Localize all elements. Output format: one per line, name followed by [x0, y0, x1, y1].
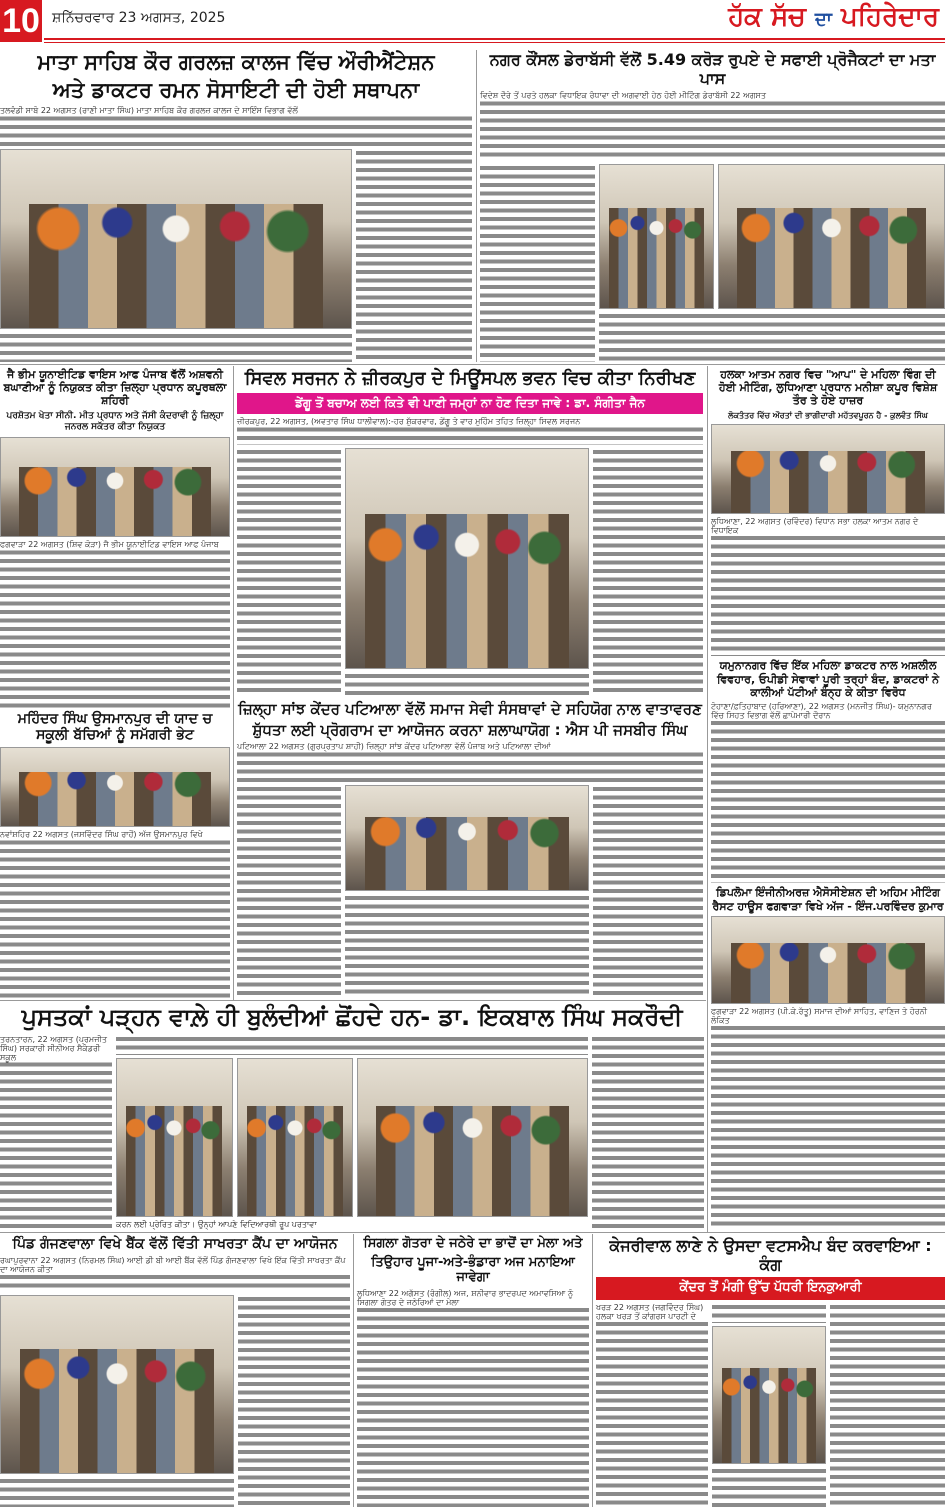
- article-derabassi: [480, 50, 945, 362]
- article-body-kang-3: [712, 1467, 826, 1507]
- headline-sanjh-kendra-2: ਸ਼ੁੱਧਤਾ ਲਈ ਪ੍ਰੋਗਰਾਮ ਦਾ ਆਯੋਜਨ ਕਰਨਾ ਸ਼ਲਾਘਾਯੋਗ : ਐਸ ਪੀ ਜਸਬੀਰ ਸਿੰਘ: [252, 721, 688, 739]
- masthead-rule-thin: [44, 42, 945, 43]
- article-lead: ਨਵਾਂਸ਼ਹਿਰ 22 ਅਗਸਤ (ਜਸਵਿੰਦਰ ਸਿੰਘ ਰਾਹੋਂ) ਅੱਜ ਉਸਮਾਨਪੁਰ ਵਿਖੇ: [0, 830, 230, 839]
- article-sanjh-kendra: [237, 700, 703, 998]
- photo-jai-bhim: [0, 437, 230, 537]
- article-body-bank-camp: [0, 1256, 350, 1292]
- article-body-kang-2: [712, 1303, 826, 1323]
- article-body-college-3: [0, 332, 352, 362]
- article-books: [0, 1003, 704, 1230]
- masthead-rule: [44, 38, 945, 40]
- article-lead: ਫਗਵਾੜਾ 22 ਅਗਸਤ (ਪੀ.ਕੇ.ਰੱਤੂ) ਸਮਾਜ ਦੀਆਂ ਸਾਹਿਤ, ਵਾਣਿਜ ਤੇ ਹੋਰਨੀ ਲੋਕਿਤ: [711, 1007, 945, 1025]
- article-lead: ਲੁਧਿਆਣਾ, 22 ਅਗਸਤ (ਰਵਿੰਦਰ) ਵਿਧਾਨ ਸਭਾ ਹਲਕਾ ਆਤਮ ਨਗਰ ਦੇ ਵਿਧਾਇਕ: [711, 517, 945, 535]
- photo-derabassi-2: [718, 164, 945, 309]
- banner-dengue: ਡੇਂਗੂ ਤੋਂ ਬਚਾਅ ਲਈ ਕਿਤੇ ਵੀ ਪਾਣੀ ਜਮ੍ਹਾਂ ਨਾ ਹੋਣ ਦਿਤਾ ਜਾਵੇ : ਡਾ. ਸੰਗੀਤਾ ਜੈਨ: [237, 393, 703, 414]
- article-body-sanjh-kendra-4: [593, 785, 703, 998]
- page-number: 10: [0, 0, 42, 42]
- logo-part-2: ਦਾ: [814, 9, 832, 30]
- headline-sanjh-kendra-1: ਜ਼ਿਲ੍ਹਾ ਸਾਂਝ ਕੇਂਦਰ ਪਟਿਆਲਾ ਵੱਲੋਂ ਸਮਾਜ ਸੇਵੀ ਸੰਸਥਾਵਾਂ ਦੇ ਸਹਿਯੋਗ ਨਾਲ ਵਾਤਾਵਰਣ: [238, 700, 702, 718]
- article-body-civil-surgeon: [237, 417, 703, 445]
- photo-bank-camp: [0, 1295, 234, 1474]
- article-lead: ਟੋਹਾਣਾ/ਫ਼ਤਿਹਾਬਾਦ (ਹਰਿਆਣਾ), 22 ਅਗਸਤ (ਮਨਜੀਤ ਸਿੰਘ)- ਯਮੁਨਾਨਗਰ ਵਿੱਚ ਸਿਹਤ ਵਿਭਾਗ ਵੱਲੋਂ ਛਾਪੇਮਾਰੀ ਦੌਰਾਨ: [711, 702, 945, 720]
- article-body-derabassi-2: [480, 164, 595, 362]
- article-lead: ਪਟਿਆਲਾ 22 ਅਗਸਤ (ਗੁਰਪ੍ਰਤਾਪ ਸ਼ਾਹੀ) ਜ਼ਿਲ੍ਹਾ ਸਾਂਝ ਕੇਂਦਰ ਪਟਿਆਲਾ ਵੱਲੋਂ ਪੰਜਾਬ ਅਤੇ ਪਟਿਆਲਾ ਦੀਆਂ: [237, 742, 703, 751]
- divider: [476, 50, 477, 362]
- photo-college: [0, 149, 352, 329]
- article-body-civil-surgeon-4: [593, 448, 703, 696]
- divider: [592, 1234, 593, 1507]
- headline-derabassi: ਨਗਰ ਕੌਂਸਲ ਡੇਰਾਬੱਸੀ ਵੱਲੋਂ 5.49 ਕਰੋੜ ਰੁਪਏ ਦੇ ਸਫਾਈ ਪ੍ਰੋਜੈਕਟਾਂ ਦਾ ਮਤਾ ਪਾਸ: [489, 50, 936, 89]
- article-lead: ਵਿਦੇਸ਼ ਦੌਰੇ ਤੋਂ ਪਰਤੇ ਹਲਕਾ ਵਿਧਾਇਕ ਰੰਧਾਵਾ ਦੀ ਅਗਵਾਈ ਹੇਠ ਹੋਈ ਮੀਟਿੰਗ ਡੇਰਾਬੱਸੀ 22 ਅਗਸਤ: [480, 91, 945, 100]
- article-body-jai-bhim: [0, 540, 230, 708]
- photo-kang-portrait: [712, 1326, 826, 1464]
- headline-yamunanagar: ਯਮੁਨਾਨਗਰ ਵਿੱਚ ਇੱਕ ਮਹਿਲਾ ਡਾਕਟਰ ਨਾਲ ਅਸ਼ਲੀਲ ਵਿਵਹਾਰ, ਓਪੀਡੀ ਸੇਵਾਵਾਂ ਪੂਰੀ ਤਰ੍ਹਾਂ ਬੰਦ, ਡਾਕਟਰਾਂ ਨੇ ਕਾਲੀਆਂ ਪੱਟੀਆਂ ਬੰਨ੍ਹ ਕੇ ਕੀਤਾ ਵਿਰੋਧ: [716, 659, 940, 699]
- divider: [0, 364, 945, 365]
- headline-bank-camp: ਪਿੰਡ ਗੰਜਣਵਾਲਾ ਵਿਖੇ ਬੈਂਕ ਵੱਲੋਂ ਵਿੱਤੀ ਸਾਖਰਤਾ ਕੈਂਪ ਦਾ ਆਯੋਜਨ: [12, 1236, 338, 1252]
- photo-aap-women: [711, 424, 945, 514]
- article-body-aap-women: [711, 517, 945, 657]
- photo-sanjh-kendra: [345, 785, 589, 891]
- headline-aap-women: ਹਲਕਾ ਆਤਮ ਨਗਰ ਵਿਚ "ਆਪ" ਦੇ ਮਹਿਲਾ ਵਿੰਗ ਦੀ ਹੋਈ ਮੀਟਿੰਗ, ਲੁਧਿਆਣਾ ਪ੍ਰਧਾਨ ਮਨੀਸ਼ਾ ਕਪੂਰ ਵਿਸ਼ੇਸ਼ ਤੌਰ ਤੇ ਹੋਏ ਹਾਜ਼ਰ: [718, 368, 938, 408]
- headline-jai-bhim: ਜੈ ਭੀਮ ਯੂਨਾਈਟਿਡ ਵਾਇਸ ਆਫ ਪੰਜਾਬ ਵੱਲੋਂ ਅਸ਼ਵਨੀ ਬਘਾਣੀਆ ਨੂੰ ਨਿਯੁਕਤ ਕੀਤਾ ਜ਼ਿਲ੍ਹਾ ਪ੍ਰਧਾਨ ਕਪੂਰਥਲਾ ਸ਼ਹਿਰੀ: [3, 368, 227, 408]
- article-body-sigla: [357, 1289, 589, 1507]
- article-body-sanjh-kendra-2: [237, 785, 341, 998]
- article-body-sanjh-kendra: [237, 742, 703, 782]
- article-lead: ਖਰੜ 22 ਅਗਸਤ (ਜਗਵਿੰਦਰ ਸਿੰਘ) ਹਲਕਾ ਖਰੜ ਤੋਂ ਕਾਂਗਰਸ ਪਾਰਟੀ ਦੇ: [596, 1303, 708, 1321]
- article-body-books: [0, 1035, 112, 1230]
- article-body-college: [0, 106, 472, 146]
- article-body-books-3: [592, 1035, 704, 1230]
- article-body-bank-camp-2: [238, 1295, 350, 1507]
- column-right: [711, 368, 945, 1230]
- article-body-diploma: [711, 1007, 945, 1230]
- photo-books-1: [116, 1058, 233, 1217]
- article-body-derabassi-3: [599, 312, 945, 362]
- article-body-kang-4: [830, 1303, 945, 1507]
- article-lead: ਤਰਨਤਾਰਨ, 22 ਅਗਸਤ (ਪ੍ਰਮਜੀਤ ਸਿੰਘ) ਸਰਕਾਰੀ ਸੀਨੀਅਰ ਸੈਕੰਡਰੀ ਸਕੂਲ: [0, 1035, 112, 1062]
- photo-usmanpur: [0, 747, 230, 827]
- photo-civil-surgeon: [345, 448, 589, 669]
- headline-sigla-2: ਤਿਉਹਾਰ ਪੂਜਾ-ਅਤੇ-ਭੰਡਾਰਾ ਅਜ ਮਨਾਇਆ ਜਾਵੇਗਾ: [371, 1254, 575, 1286]
- article-lead: ਲੁਧਿਆਣਾ 22 ਅਗੱਸਤ (ਰੰਗੀਲ) ਅਜ, ਸ਼ਨੀਵਾਰ ਭਾਦਰਪਦ ਅਮਾਵਸਿਆ ਨੂੰ ਸਿਗਲਾ ਗੋਤਰ ਦੇ ਜਠੇਰਿਆਂ ਦਾ ਮੇਲਾ: [357, 1289, 589, 1307]
- divider: [707, 366, 708, 1232]
- article-lead: ਫਗਵਾੜਾ 22 ਅਗਸਤ (ਸ਼ਿਵ ਕੋੜਾ) ਜੈ ਭੀਮ ਯੂਨਾਈਟਿਡ ਵਾਇਸ ਆਫ ਪੰਜਾਬ: [0, 540, 230, 549]
- photo-diploma: [711, 916, 945, 1004]
- headline-sigla-1: ਸਿਗਲਾ ਗੋਤਰਾ ਦੇ ਜਠੇਰੇ ਦਾ ਭਾਦੋਂ ਦਾ ਮੇਲਾ ਅਤੇ: [363, 1236, 583, 1251]
- issue-date: ਸ਼ਨਿੱਚਰਵਾਰ 23 ਅਗਸਤ, 2025: [52, 10, 226, 26]
- headline-books: ਪੁਸਤਕਾਂ ਪੜ੍ਹਨ ਵਾਲ਼ੇ ਹੀ ਬੁਲੰਦੀਆਂ ਛੋਂਹਦੇ ਹਨ- ਡਾ. ਇਕਬਾਲ ਸਿੰਘ ਸਕਰੌਦੀ: [21, 1003, 683, 1031]
- article-body-bank-camp-3: [0, 1477, 234, 1507]
- headline-diploma: ਡਿਪਲੋਮਾ ਇੰਜੀਨੀਅਰਜ਼ ਐਸੋਸੀਏਸ਼ਨ ਦੀ ਅਹਿਮ ਮੀਟਿੰਗ ਰੈਸਟ ਹਾਊਸ ਫਗਵਾੜਾ ਵਿਖੇ ਅੱਜ - ਇੰਜ.ਪਰਵਿੰਦਰ ਕੁਮਾਰ: [712, 886, 944, 913]
- logo-part-3: ਪਹਿਰੇਦਾਰ: [841, 2, 939, 32]
- article-sigla: [357, 1236, 589, 1507]
- article-body-civil-surgeon-2: [237, 448, 341, 696]
- article-lead: ਜ਼ੀਰਕਪੁਰ, 22 ਅਗਸਤ, (ਅਵਤਾਰ ਸਿੰਘ ਧਾਲੀਵਾਲ):-ਹਰ ਸ਼ੁੱਕਰਵਾਰ, ਡੇਂਗੂ ਤੇ ਵਾਰ ਮੁਹਿੰਮ ਤਹਿਤ ਜ਼ਿਲ੍ਹਾ ਸਿਵਲ ਸਰਜਨ: [237, 417, 703, 426]
- article-college: [0, 50, 472, 362]
- article-bank-camp: [0, 1236, 350, 1507]
- article-body-sanjh-kendra-3: [345, 894, 589, 998]
- article-body-derabassi: [480, 91, 945, 161]
- article-lead: ਤਲਵੰਡੀ ਸਾਬੋ 22 ਅਗਸਤ (ਰਾਣੀ ਮਾਤਾ ਸਿੰਘ) ਮਾਤਾ ਸਾਹਿਬ ਕੌਰ ਗਰਲਜ਼ ਕਾਲਜ ਦੇ ਸਾਇੰਸ ਵਿਭਾਗ ਵੱਲੋਂ: [0, 106, 472, 115]
- divider: [233, 366, 234, 1000]
- article-body-usmanpur: [0, 830, 230, 998]
- photo-derabassi-1: [599, 164, 714, 309]
- article-civil-surgeon: [237, 368, 703, 696]
- banner-kang: ਕੇਂਦਰ ਤੋਂ ਮੰਗੀ ਉੱਚ ਪੱਧਰੀ ਇਨਕੁਆਰੀ: [596, 1277, 945, 1299]
- headline-college-1: ਮਾਤਾ ਸਾਹਿਬ ਕੌਰ ਗਰਲਜ਼ ਕਾਲਜ ਵਿੱਚ ਔਰੀਐਂਟੇਸ਼ਨ: [37, 50, 435, 74]
- headline-college-2: ਅਤੇ ਡਾਕਟਰ ਰਮਨ ਸੋਸਾਇਟੀ ਦੀ ਹੋਈ ਸਥਾਪਨਾ: [52, 78, 420, 103]
- article-body-books-2: [116, 1035, 588, 1055]
- divider: [0, 1000, 706, 1001]
- headline-civil-surgeon: ਸਿਵਲ ਸਰਜਨ ਨੇ ਜ਼ੀਰਕਪੁਰ ਦੇ ਮਿਊਂਸਪਲ ਭਵਨ ਵਿਚ ਕੀਤਾ ਨਿਰੀਖਣ: [244, 368, 696, 389]
- divider: [353, 1234, 354, 1507]
- headline-kang: ਕੇਜਰੀਵਾਲ ਲਾਣੇ ਨੇ ਉਸਦਾ ਵਟਸਐਪ ਬੰਦ ਕਰਵਾਇਆ : ਕੰਗ: [609, 1236, 932, 1275]
- article-body-college-2: [356, 149, 472, 362]
- article-body-yamunanagar: [711, 702, 945, 883]
- divider: [0, 1232, 945, 1233]
- headline-usmanpur: ਮਹਿੰਦਰ ਸਿੰਘ ਉਸਮਾਨਪੁਰ ਦੀ ਯਾਦ ਚ ਸਕੂਲੀ ਬੱਚਿਆਂ ਨੂੰ ਸਮੱਗਰੀ ਭੇਟ: [17, 710, 213, 744]
- column-left: [0, 368, 230, 998]
- article-body-kang: [596, 1303, 708, 1507]
- photo-books-2: [237, 1058, 354, 1217]
- photo-books-3: [357, 1058, 588, 1217]
- newspaper-logo: [728, 2, 939, 33]
- article-body-civil-surgeon-3: [345, 672, 589, 696]
- subhead-jai-bhim: ਪਰਸ਼ੋਤਮ ਖੇਤਾ ਸੀਨੀ. ਮੀਤ ਪ੍ਰਧਾਨ ਅਤੇ ਜੱਸੀ ਕੰਦਰਾਵੀ ਨੂੰ ਜ਼ਿਲ੍ਹਾ ਜਨਰਲ ਸਕੱਤਰ ਕੀਤਾ ਨਿਯੁਕਤ: [6, 410, 224, 433]
- article-kang: [596, 1236, 945, 1507]
- subhead-aap-women: ਲੋਕਤੰਤਰ ਵਿੱਚ ਔਰਤਾਂ ਦੀ ਭਾਗੀਦਾਰੀ ਮਹੱਤਵਪੂਰਨ ਹੈ - ਕੁਲਵੰਤ ਸਿੰਘ: [728, 410, 928, 420]
- photo-caption-books: ਕਰਨ ਲਈ ਪ੍ਰੇਰਿਤ ਕੀਤਾ। ਉਨ੍ਹਾਂ ਆਪਣੇ ਵਿਦਿਆਰਥੀ ਰੂਪ ਪਰਤਾਵਾ: [116, 1220, 317, 1229]
- logo-part-1: ਹੱਕ ਸੱਚ: [728, 2, 806, 32]
- article-lead: ਰਘਾਪੁਰਵਾਨਾ 22 ਅਗਸਤ (ਨਿਰਮਲ ਸਿੰਘ) ਆਈ ਡੀ ਬੀ ਆਈ ਬੈਂਕ ਵੱਲੋਂ ਪਿੰਡ ਗੰਜਣਵਾਲਾ ਵਿਖੇ ਇੱਕ ਵਿੱਤੀ ਸਾਖਰਤਾ ਕੈਂਪ ਦਾ ਆਯੋਜਨ ਕੀਤਾ: [0, 1256, 350, 1274]
